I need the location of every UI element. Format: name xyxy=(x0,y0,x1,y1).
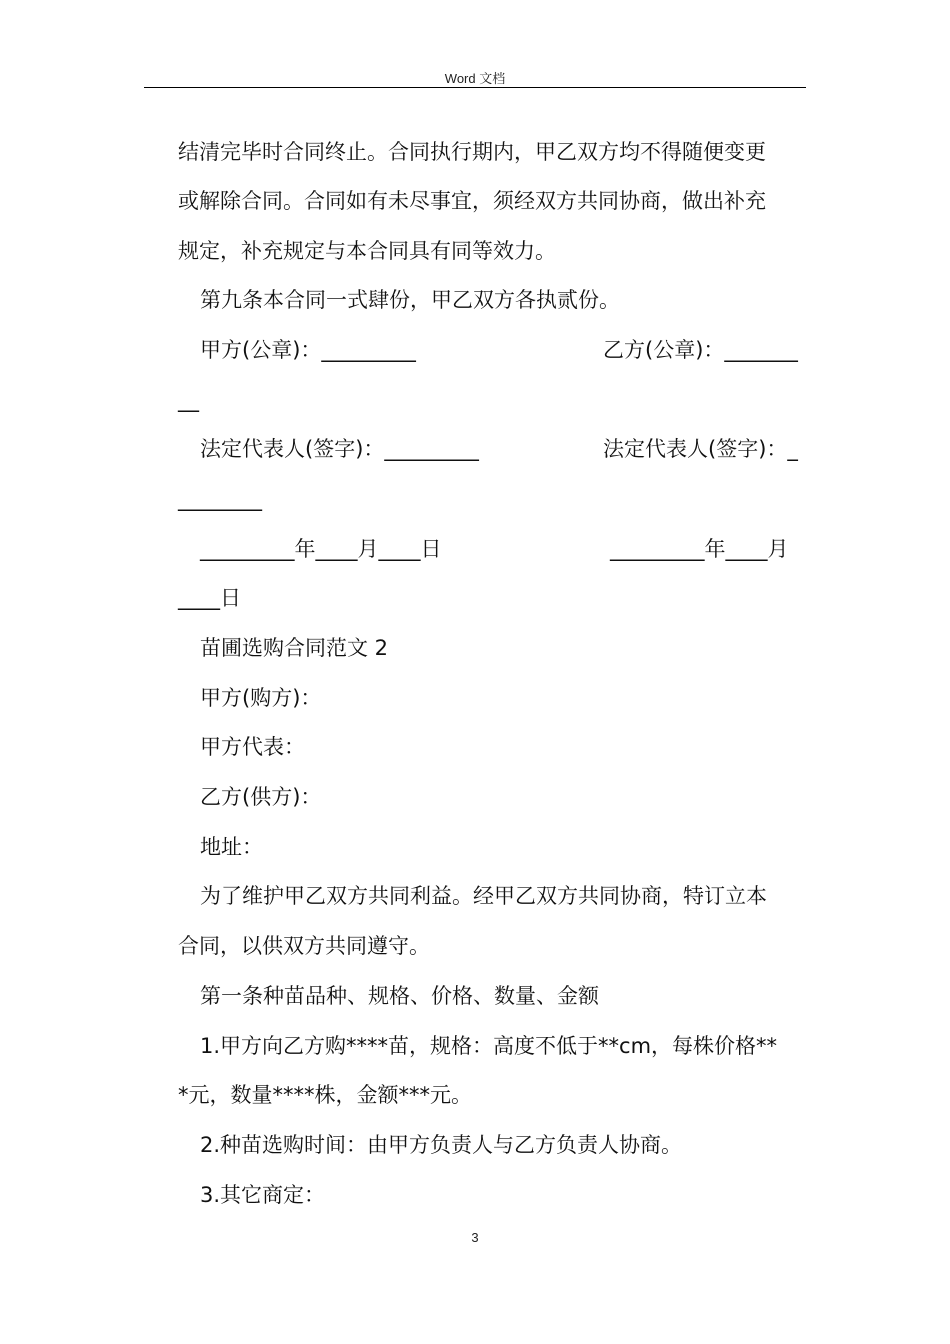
intro-line: 为了维护甲乙双方共同利益。经甲乙双方共同协商，特订立本 xyxy=(200,884,767,908)
item-2: 2.种苗选购时间：由甲方负责人与乙方负责人协商。 xyxy=(200,1133,683,1157)
page-header: Word 文档 xyxy=(444,71,506,86)
date-b-continued: ____日 xyxy=(178,586,241,610)
paragraph-line: 规定，补充规定与本合同具有同等效力。 xyxy=(178,239,556,263)
article-9: 第九条本合同一式肆份，甲乙双方各执贰份。 xyxy=(200,288,620,312)
paragraph-line: 结清完毕时合同终止。合同执行期内，甲乙双方均不得随便变更 xyxy=(178,140,766,164)
item-3: 3.其它商定： xyxy=(200,1183,326,1207)
item-1-line: 1.甲方向乙方购****苗，规格：高度不低于**cm，每株价格** xyxy=(200,1034,778,1058)
buyer-field: 甲方(购方)： xyxy=(200,686,322,710)
intro-line: 合同，以供双方共同遵守。 xyxy=(178,934,430,958)
party-b-seal: 乙方(公章)：_______ xyxy=(603,338,798,362)
item-1-line: *元，数量****株，金额***元。 xyxy=(178,1083,472,1107)
party-a-seal: 甲方(公章)：_________ xyxy=(200,338,416,362)
date-b: _________年____月 xyxy=(610,537,789,561)
rep-b-signature-continued: ________ xyxy=(178,487,262,511)
party-b-seal-continued: __ xyxy=(178,388,199,412)
buyer-rep-field: 甲方代表： xyxy=(200,735,305,759)
rep-a-signature: 法定代表人(签字)：_________ xyxy=(200,437,479,461)
contract-2-title: 苗圃选购合同范文 2 xyxy=(200,636,389,660)
paragraph-line: 或解除合同。合同如有未尽事宜，须经双方共同协商，做出补充 xyxy=(178,189,766,213)
address-field: 地址： xyxy=(200,835,263,859)
seller-field: 乙方(供方)： xyxy=(200,785,322,809)
rep-b-signature: 法定代表人(签字)：_ xyxy=(603,437,798,461)
page-number: 3 xyxy=(471,1230,479,1245)
header-divider xyxy=(144,87,806,88)
article-1-heading: 第一条种苗品种、规格、价格、数量、金额 xyxy=(200,984,599,1008)
date-a: _________年____月____日 xyxy=(200,537,442,561)
